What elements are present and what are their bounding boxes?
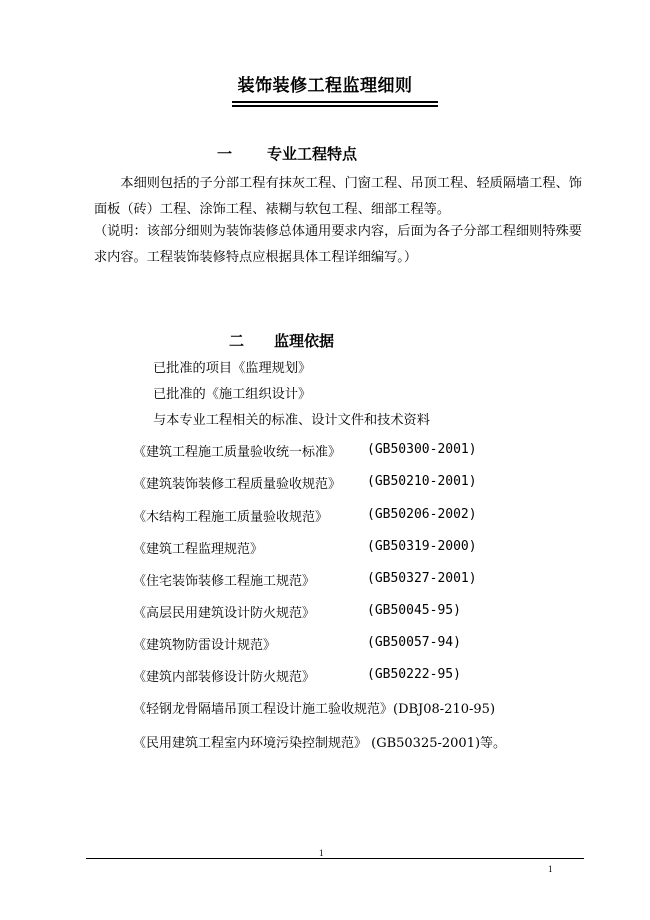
section1-number: 一 (217, 145, 233, 163)
reference-long: 《民用建筑工程室内环境污染控制规范》 (GB50325-2001)等。 (133, 736, 507, 751)
reference-code: (GB50045-95) (367, 603, 461, 618)
reference-title: 《建筑工程监理规范》 (133, 542, 264, 557)
section1-note: （说明：该部分细则为装饰装修总体通用要求内容，后面为各子分部工程细则特殊要求内容。工程装饰装修特点应根据具体工程详细编写。） (94, 224, 582, 265)
title-underline-bottom (232, 105, 438, 107)
section1-heading: 专业工程特点 (267, 145, 358, 163)
title-underline-top (232, 101, 438, 103)
basis-item: 已批准的项目《监理规划》 (153, 361, 312, 376)
reference-title: 《建筑物防雷设计规范》 (133, 638, 277, 653)
reference-code: (GB50319-2000) (367, 539, 477, 554)
basis-item: 与本专业工程相关的标准、设计文件和技术资料 (153, 413, 430, 428)
basis-item: 已批准的《施工组织设计》 (153, 387, 312, 402)
page-number-center: 1 (319, 848, 324, 858)
reference-long: 《轻钢龙骨隔墙吊顶工程设计施工验收规范》(DBJ08-210-95) (133, 702, 496, 717)
reference-code: (GB50222-95) (367, 667, 461, 682)
document-title: 装饰装修工程监理细则 (237, 76, 413, 96)
footer-rule (86, 858, 584, 859)
reference-code: (GB50057-94) (367, 635, 461, 650)
reference-code: (GB50327-2001) (367, 571, 477, 586)
reference-code: (GB50300-2001) (367, 442, 477, 457)
reference-title: 《建筑工程施工质量验收统一标准》 (133, 445, 342, 460)
reference-title: 《木结构工程施工质量验收规范》 (133, 510, 329, 525)
reference-title: 《高层民用建筑设计防火规范》 (133, 606, 316, 621)
reference-title: 《建筑内部装修设计防火规范》 (133, 670, 316, 685)
reference-title: 《建筑装饰装修工程质量验收规范》 (133, 477, 342, 492)
reference-title: 《住宅装饰装修工程施工规范》 (133, 574, 316, 589)
page-number-right: 1 (548, 864, 553, 874)
section1-paragraph: 本细则包括的子分部工程有抹灰工程、门窗工程、吊顶工程、轻质隔墙工程、饰面板（砖）工程、涂饰工程、裱糊与软包工程、细部工程等。 (94, 176, 582, 217)
reference-code: (GB50206-2002) (367, 507, 477, 522)
section2-number: 二 (229, 332, 245, 350)
reference-code: (GB50210-2001) (367, 474, 477, 489)
section2-heading: 监理依据 (274, 332, 335, 350)
